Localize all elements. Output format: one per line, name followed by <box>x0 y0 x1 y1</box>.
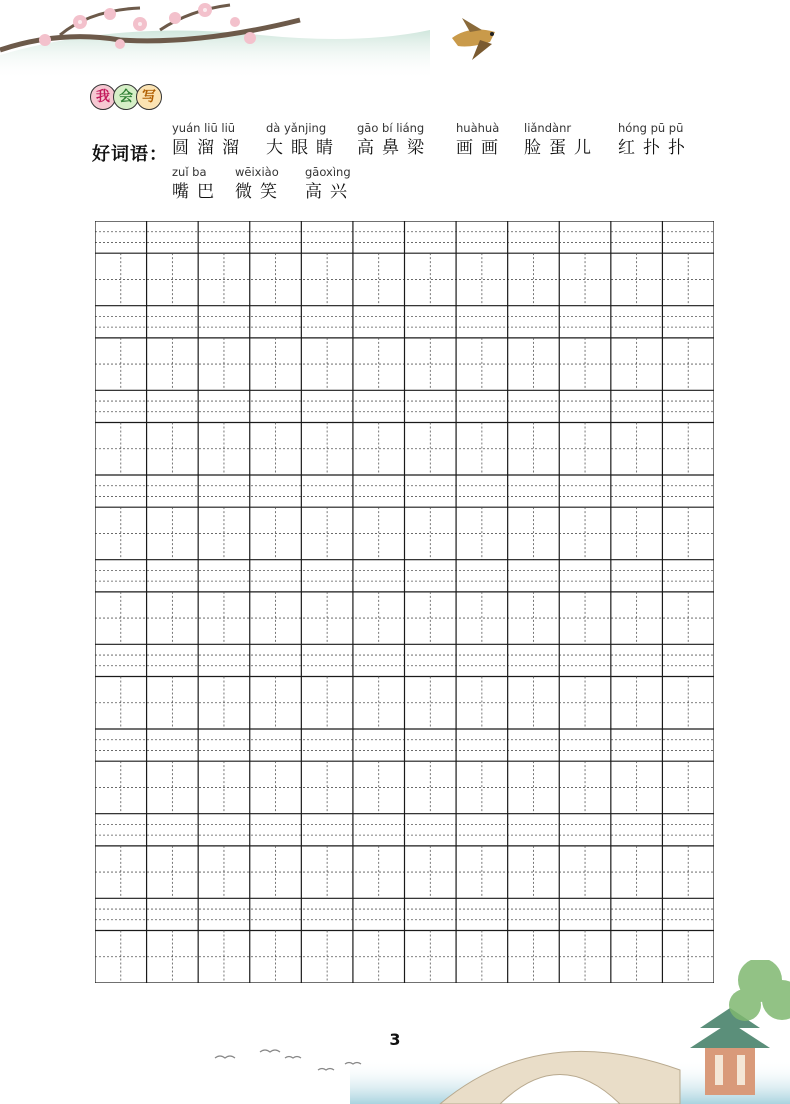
section-badge-char: 我 <box>90 84 116 110</box>
word-hanzi: 嘴巴 <box>172 182 222 202</box>
word-pinyin: gāo bí liáng <box>357 121 425 135</box>
word-pinyin: yuán liū liū <box>172 121 236 135</box>
word-hanzi: 高鼻梁 <box>357 138 432 158</box>
word-pinyin: hóng pū pū <box>618 121 684 135</box>
word-hanzi: 高兴 <box>305 182 355 202</box>
word-pinyin: gāoxìng <box>305 165 351 179</box>
vocab-word <box>524 120 599 160</box>
section-badge-char: 写 <box>136 84 162 110</box>
word-pinyin: wēixiào <box>235 165 279 179</box>
page-number: 3 <box>389 1030 401 1049</box>
bird-icon <box>452 18 495 60</box>
vocab-word <box>618 120 693 160</box>
vocab-label: 好词语： <box>92 144 168 165</box>
birds-icon <box>215 1050 361 1070</box>
word-pinyin: dà yǎnjing <box>266 121 327 135</box>
word-pinyin: huàhuà <box>456 121 500 135</box>
word-hanzi: 红扑扑 <box>618 138 693 158</box>
vocab-word <box>266 120 341 160</box>
vocab-word <box>357 120 432 160</box>
word-hanzi: 大眼睛 <box>266 138 341 158</box>
word-hanzi: 圆溜溜 <box>172 138 247 158</box>
section-badge <box>90 84 159 110</box>
vocab-word <box>456 120 506 160</box>
tree-icon <box>729 960 790 1021</box>
section-badge-char: 会 <box>113 84 139 110</box>
vocab-word <box>172 120 247 160</box>
writing-practice-grid[interactable] <box>95 221 714 983</box>
word-hanzi: 脸蛋儿 <box>524 138 599 158</box>
bridge-pavilion-illustration <box>0 960 790 1104</box>
vocab-word <box>305 164 355 204</box>
word-pinyin: zuǐ ba <box>172 165 207 179</box>
blossom-branch-illustration <box>0 0 790 80</box>
vocab-word <box>172 164 222 204</box>
vocab-word <box>235 164 285 204</box>
word-hanzi: 微笑 <box>235 182 285 202</box>
word-hanzi: 画画 <box>456 138 506 158</box>
word-pinyin: liǎndànr <box>524 121 572 135</box>
